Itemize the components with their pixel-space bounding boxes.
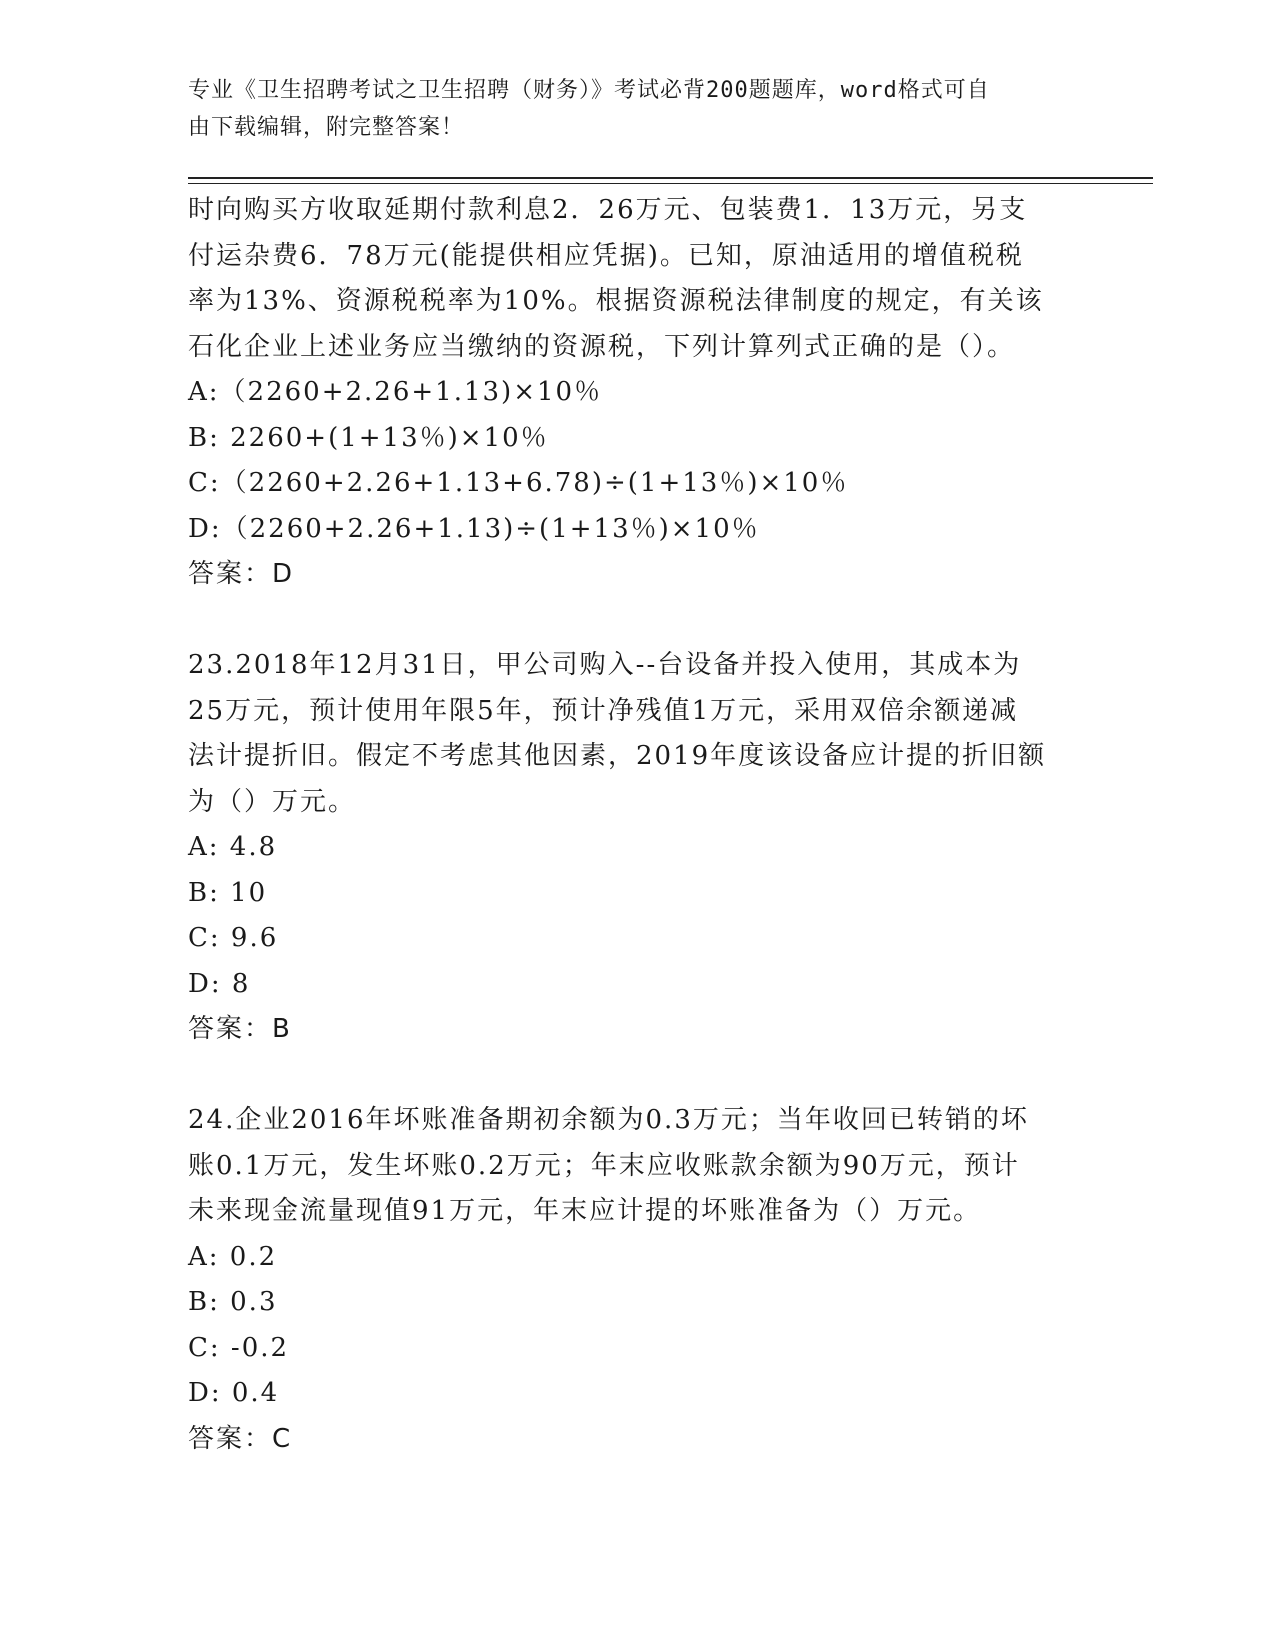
question-list — [188, 188, 1088, 1462]
question-stem-line: 付运杂费6．78万元(能提供相应凭据)。已知，原油适用的增值税税 — [188, 240, 1024, 271]
question-24 — [188, 1098, 1088, 1462]
question-stem-line: 石化企业上述业务应当缴纳的资源税，下列计算列式正确的是（）。 — [188, 331, 1016, 362]
question-spacer — [188, 1053, 1088, 1099]
question-stem-line: 法计提折旧。假定不考虑其他因素，2019年度该设备应计提的折旧额 — [188, 741, 1047, 771]
option-a: A: 4.8 — [188, 832, 278, 862]
question-22 — [188, 188, 1088, 598]
question-stem-line: 为（）万元。 — [188, 786, 357, 817]
question-stem-line: 率为13%、资源税税率为10%。根据资源税法律制度的规定，有关该 — [188, 286, 1044, 316]
header-rule-thick — [188, 177, 1153, 179]
option-c: C: -0.2 — [188, 1332, 290, 1363]
answer-line: 答案：B — [188, 1014, 292, 1044]
option-a: A: 0.2 — [188, 1241, 278, 1272]
question-stem-line: 未来现金流量现值91万元，年末应计提的坏账准备为（）万元。 — [188, 1196, 982, 1226]
header-line: 由下载编辑，附完整答案！ — [188, 115, 465, 140]
question-spacer — [188, 598, 1088, 644]
question-stem-line: 时向购买方收取延期付款利息2．26万元、包装费1．13万元，另支 — [188, 195, 1028, 225]
option-d: D:（2260+2.26+1.13)÷(1+13％)×10％ — [188, 513, 760, 544]
option-c: C:（2260+2.26+1.13+6.78)÷(1+13％)×10％ — [188, 468, 849, 498]
option-d: D: 0.4 — [188, 1378, 280, 1408]
answer-line: 答案：C — [188, 1423, 293, 1454]
option-b: B: 0.3 — [188, 1287, 278, 1317]
option-c: C: 9.6 — [188, 923, 279, 953]
option-b: B: 10 — [188, 877, 268, 908]
question-stem-line: 23.2018年12月31日，甲公司购入--台设备并投入使用，其成本为 — [188, 650, 1022, 680]
question-stem-line: 账0.1万元，发生坏账0.2万元；年末应收账款余额为90万元，预计 — [188, 1150, 1020, 1181]
header-rule-thin — [188, 183, 1153, 184]
option-a: A:（2260+2.26+1.13)×10％ — [188, 377, 603, 407]
header-line: 专业《卫生招聘考试之卫生招聘（财务）》考试必背200题题库，word格式可自 — [188, 78, 990, 103]
question-stem-line: 25万元，预计使用年限5年，预计净残值1万元，采用双倍余额递减 — [188, 695, 1019, 726]
option-d: D: 8 — [188, 968, 251, 999]
question-stem-line: 24.企业2016年坏账准备期初余额为0.3万元；当年收回已转销的坏 — [188, 1105, 1029, 1135]
option-b: B: 2260+(1+13％)×10％ — [188, 422, 549, 453]
page-header — [188, 72, 1068, 146]
question-23 — [188, 643, 1088, 1053]
answer-line: 答案：D — [188, 559, 295, 589]
